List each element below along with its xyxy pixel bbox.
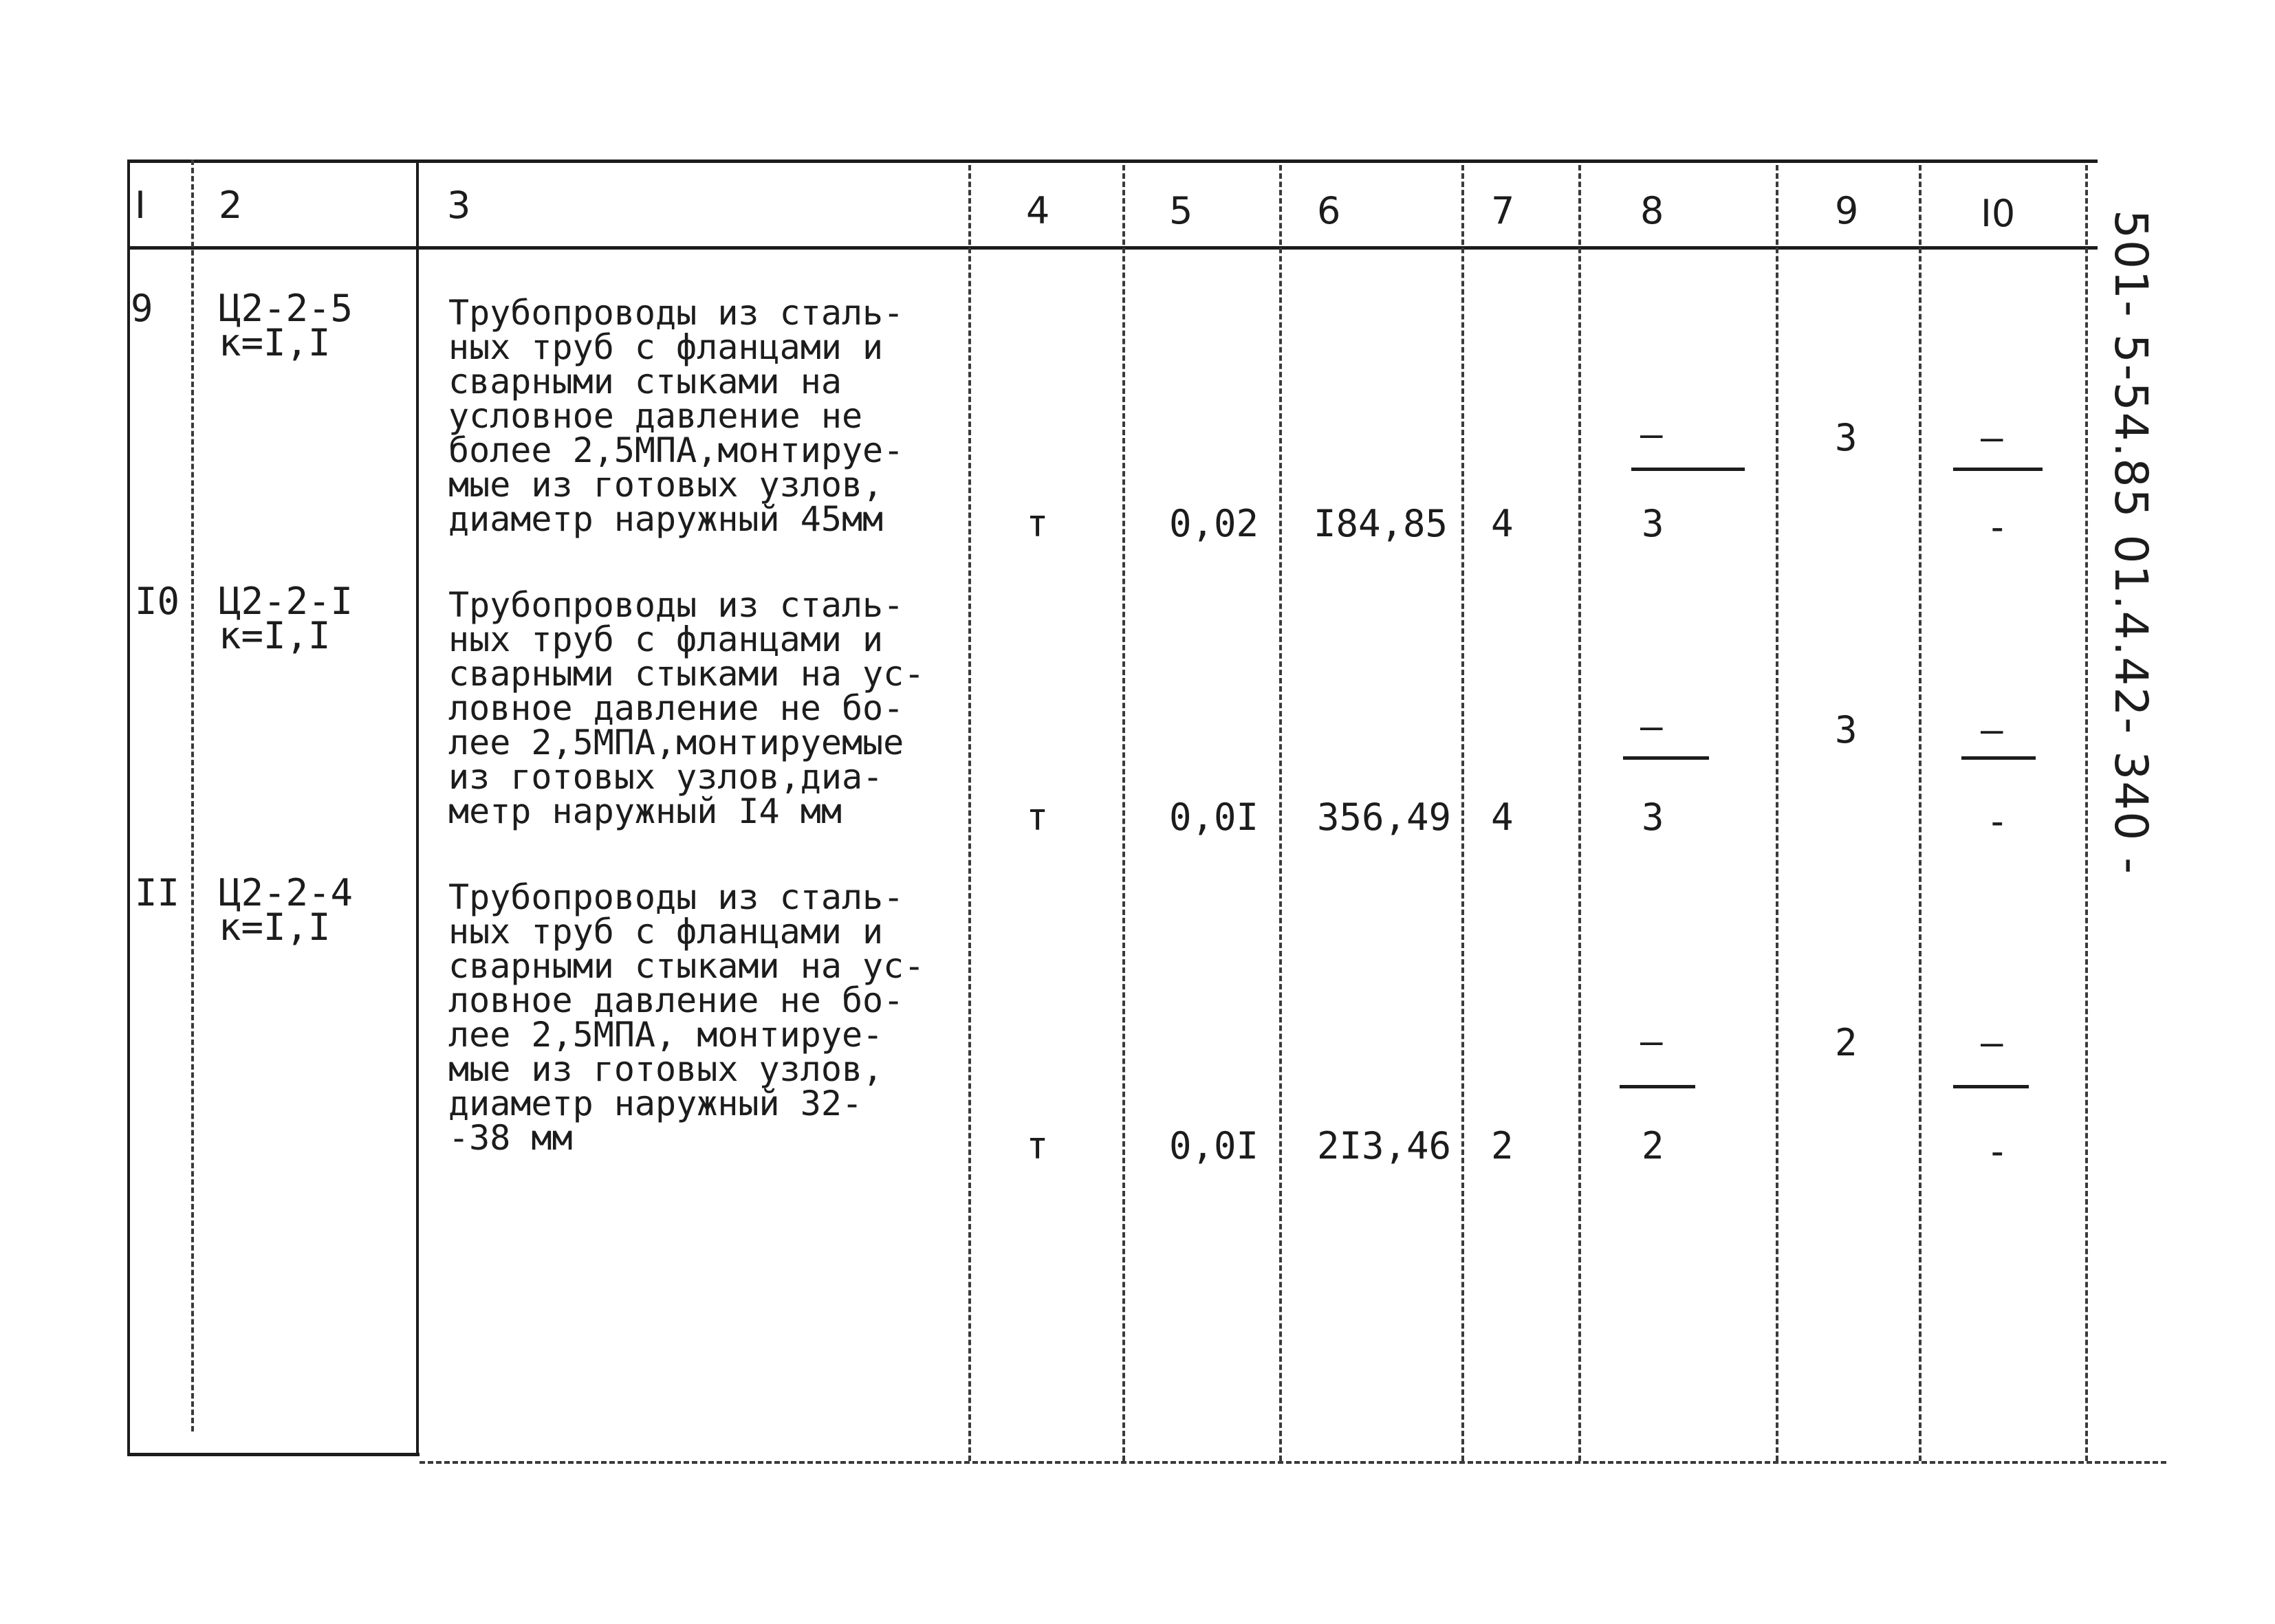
- col8-numerator: –: [1640, 705, 1663, 748]
- col-divider-3: [968, 165, 971, 1461]
- header-col-4: 4: [1026, 189, 1050, 232]
- col8-fraction-line: [1620, 1085, 1695, 1088]
- col10-fraction-line: [1953, 468, 2043, 471]
- col10-denominator: -: [1986, 800, 2009, 843]
- table-left-border: [127, 160, 130, 1456]
- col-divider-8: [1776, 165, 1778, 1461]
- col-divider-1: [191, 160, 194, 1431]
- header-col-9: 9: [1835, 189, 1859, 232]
- col-divider-4: [1122, 165, 1125, 1461]
- col9-value: 3: [1835, 708, 1858, 751]
- row-number: II: [135, 871, 180, 914]
- unit: т: [1026, 795, 1049, 839]
- unit: т: [1026, 502, 1049, 545]
- col9-value: 2: [1835, 1021, 1858, 1064]
- col10-fraction-line: [1961, 756, 2036, 760]
- row-number: 9: [131, 287, 153, 330]
- header-col-3: 3: [447, 184, 471, 227]
- col10-numerator: –: [1981, 708, 2003, 751]
- norm-coefficient: к=I,I: [219, 321, 331, 364]
- col8-denominator: 3: [1642, 795, 1664, 839]
- col10-numerator: –: [1981, 416, 2003, 459]
- col10-denominator: -: [1986, 505, 2009, 549]
- work-description: Трубопроводы из сталь- ных труб с фланцами и сварными стыками на условное давление не более 2,5МПА,монтируе- мые из готовых узлов, диаметр наружный 45мм: [448, 293, 904, 539]
- col-divider-6: [1461, 165, 1464, 1461]
- col8-fraction-line: [1631, 468, 1745, 471]
- header-col-5: 5: [1169, 189, 1193, 232]
- unit-price: 356,49: [1317, 795, 1452, 839]
- col7-value: 4: [1491, 502, 1514, 545]
- col8-numerator: –: [1640, 413, 1663, 456]
- norm-coefficient: к=I,I: [219, 906, 331, 949]
- col10-fraction-line: [1953, 1085, 2029, 1088]
- norm-code: Ц2-2-4: [219, 871, 353, 914]
- col10-numerator: –: [1981, 1021, 2003, 1064]
- header-col-10: I0: [1981, 192, 2016, 235]
- norm-coefficient: к=I,I: [219, 614, 331, 657]
- quantity: 0,02: [1169, 502, 1259, 545]
- header-col-7: 7: [1491, 189, 1515, 232]
- header-col-6: 6: [1317, 189, 1341, 232]
- unit-price: 2I3,46: [1317, 1124, 1452, 1167]
- col-divider-2: [416, 160, 419, 1456]
- col10-denominator: -: [1986, 1130, 2009, 1173]
- header-col-1: I: [135, 184, 146, 227]
- header-col-8: 8: [1640, 189, 1664, 232]
- col-divider-5: [1279, 165, 1282, 1461]
- col8-denominator: 2: [1642, 1124, 1664, 1167]
- work-description: Трубопроводы из сталь- ных труб с фланцами и сварными стыками на ус- ловное давление не бо- лее 2,5МПА, монтируе- мые из готовых узлов, диаметр наружный 32- -38 мм: [448, 877, 925, 1158]
- col8-denominator: 3: [1642, 502, 1664, 545]
- row-number: I0: [135, 580, 180, 623]
- document-side-code: 501- 5-54.85 01.4.42- 340 -: [2104, 210, 2157, 875]
- unit-price: I84,85: [1314, 502, 1448, 545]
- quantity: 0,0I: [1169, 795, 1259, 839]
- col8-fraction-line: [1623, 756, 1709, 760]
- col-divider-10: [2085, 165, 2088, 1461]
- table-bottom-border-dashed: [420, 1461, 2166, 1464]
- col7-value: 4: [1491, 795, 1514, 839]
- table-bottom-border: [127, 1453, 420, 1456]
- unit: т: [1026, 1124, 1049, 1167]
- quantity: 0,0I: [1169, 1124, 1259, 1167]
- norm-code: Ц2-2-I: [219, 580, 353, 623]
- col-divider-7: [1578, 165, 1581, 1461]
- norm-code: Ц2-2-5: [219, 287, 353, 330]
- work-description: Трубопроводы из сталь- ных труб с фланцами и сварными стыками на ус- ловное давление не бо- лее 2,5МПА,монтируемые из готовых узлов,диа- метр наружный I4 мм: [448, 585, 925, 831]
- col8-numerator: –: [1640, 1020, 1663, 1063]
- col9-value: 3: [1835, 416, 1858, 459]
- header-col-2: 2: [219, 184, 243, 227]
- table-top-border: [127, 160, 2098, 163]
- col-divider-9: [1919, 165, 1922, 1461]
- header-bottom-border: [127, 246, 2098, 250]
- col7-value: 2: [1491, 1124, 1514, 1167]
